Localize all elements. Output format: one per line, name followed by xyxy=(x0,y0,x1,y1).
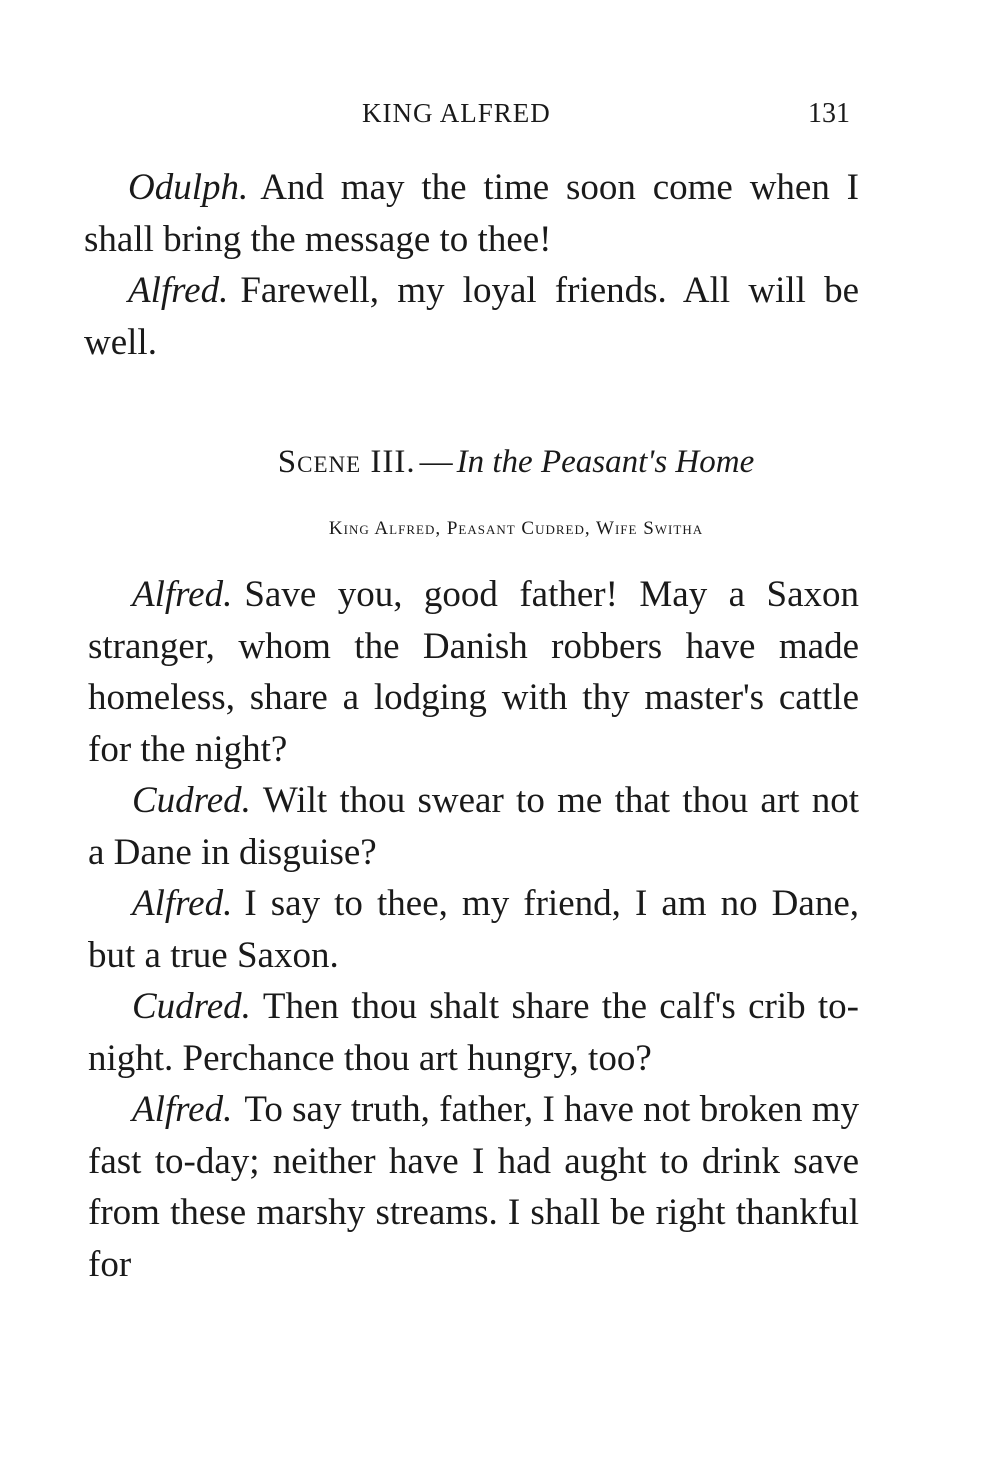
speech-text: Farewell, my loyal friends. All will be well. xyxy=(84,270,859,363)
speech-alfred xyxy=(88,878,859,981)
speech-text: I say to thee, my friend, I am no Dane, but a true Saxon. xyxy=(88,883,859,976)
speech-odulph xyxy=(84,162,859,265)
speech-cudred xyxy=(88,775,859,878)
speech-text: To say truth, father, I have not broken my fast to-day; neither have I had aught to drink save from these marshy streams. I shall be right thankful for xyxy=(88,1089,859,1285)
scene-dash: — xyxy=(419,444,453,480)
speaker-name: Alfred. xyxy=(132,883,233,924)
speech-text: Save you, good father! May a Saxon stranger, whom the Danish robbers have made homeless, share a lodging with thy master's cattle for the night? xyxy=(88,574,859,770)
speech-alfred xyxy=(88,1084,859,1290)
speaker-name: Cudred. xyxy=(132,986,251,1027)
scene-place: In the Peasant's Home xyxy=(456,444,755,480)
dialogue-before-scene xyxy=(84,162,859,368)
speech-text: Then thou shalt share the calf's crib to-night. Perchance thou art hungry, too? xyxy=(88,986,859,1079)
speech-alfred xyxy=(84,265,859,368)
speaker-name: Cudred. xyxy=(132,780,251,821)
running-head xyxy=(0,98,1000,138)
scene-label: Scene III. xyxy=(277,444,416,480)
speech-alfred xyxy=(88,569,859,775)
page-number: 131 xyxy=(808,98,850,129)
speech-text: And may the time soon come when I shall bring the message to thee! xyxy=(84,167,859,260)
dialogue-after-scene xyxy=(88,569,859,1290)
speech-text: Wilt thou swear to me that thou art not a Dane in disguise? xyxy=(88,780,859,873)
speaker-name: Alfred. xyxy=(132,574,233,615)
cast-list: King Alfred, Peasant Cudred, Wife Switha xyxy=(328,518,704,539)
speech-cudred xyxy=(88,981,859,1084)
speaker-name: Alfred. xyxy=(132,1089,233,1130)
scene-heading xyxy=(0,444,1000,481)
running-title: KING ALFRED xyxy=(362,98,551,128)
speaker-name: Odulph. xyxy=(128,167,249,208)
speaker-name: Alfred. xyxy=(128,270,229,311)
